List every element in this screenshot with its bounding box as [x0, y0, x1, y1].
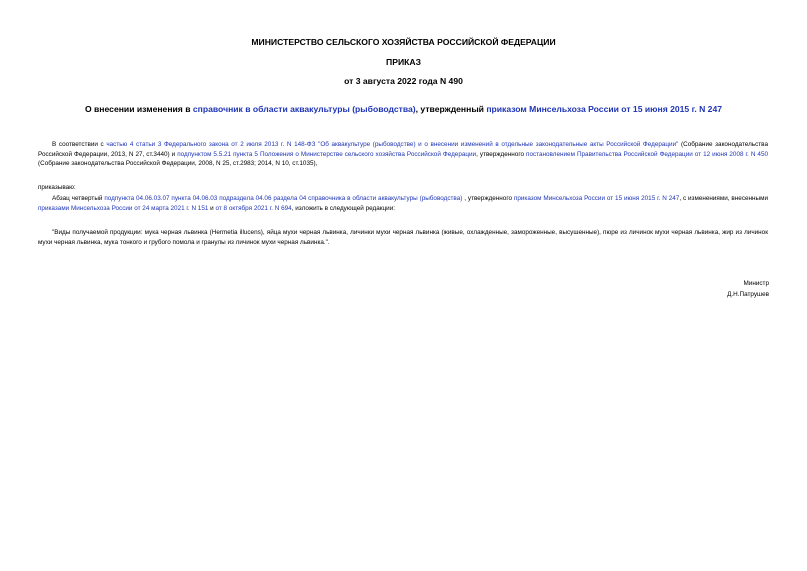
para1-link-subclause[interactable]: подпунктом 5.5.21 пункта 5 Положения о Министерстве сельского хозяйства Российской Федерации	[177, 150, 477, 158]
title-text-2: , утвержденный	[415, 104, 487, 114]
para3-text-4: и	[208, 204, 216, 212]
para1-text-4: (Собрание законодательства Российской Федерации, 2008, N 25, ст.2983; 2014, N 10, ст.1035),	[38, 160, 318, 168]
para3-text-5: , изложить в следующей редакции:	[291, 204, 395, 212]
document-title	[0, 104, 807, 114]
para3-link-order-151[interactable]: приказами Минсельхоза России от 24 марта 2021 г. N 151	[38, 204, 209, 212]
title-link-order[interactable]: приказом Минсельхоза России от 15 июня 2015 г. N 247	[486, 104, 723, 114]
paragraph-new-wording	[38, 228, 768, 247]
document-date: от 3 августа 2022 года N 490	[344, 76, 463, 86]
para3-link-order-247[interactable]: приказом Минсельхоза России от 15 июня 2015 г. N 247	[513, 195, 680, 202]
title-text-1: О внесении изменения в	[84, 104, 193, 114]
para1-text-3: , утвержденного	[476, 150, 527, 158]
para3-link-subclause[interactable]: подпункта 04.06.03.07 пункта 04.06.03 подраздела 04.06 раздела 04 справочника в области аквакультуры (рыбоводства)	[104, 195, 463, 202]
para3-text-2: , утвержденного	[462, 195, 514, 202]
para3-text-1: Абзац четвертый	[52, 195, 105, 202]
para3-text-3: , с изменениями, внесенными	[679, 195, 768, 202]
paragraph-amendment	[38, 194, 768, 213]
ministry-heading: МИНИСТЕРСТВО СЕЛЬСКОГО ХОЗЯЙСТВА РОССИЙСКОЙ ФЕДЕРАЦИИ	[251, 37, 556, 47]
para1-link-federal-law[interactable]: частью 4 статьи 3 Федерального закона от 2 июля 2013 г. N 148-ФЗ "Об аквакультуре (рыбоводстве) и о внесении изменений в отдельные законодательные акты Российской Федерации"	[106, 141, 679, 148]
para1-text-1: В соответствии с	[52, 141, 107, 148]
title-link-directory[interactable]: справочник в области аквакультуры (рыбоводства)	[192, 104, 416, 114]
paragraph-basis	[38, 140, 768, 169]
para1-text-2: (Собрание законодательства Российской Федерации, 2013, N 27, ст.3440) и	[38, 141, 768, 158]
para3-link-order-694[interactable]: от 8 октября 2021 г. N 694	[215, 204, 292, 212]
signature-position: Министр	[743, 280, 769, 287]
signature-name: Д.Н.Патрушев	[727, 291, 769, 298]
paragraph-order-word	[38, 183, 768, 193]
para1-link-government-decree[interactable]: постановлением Правительства Российской Федерации от 12 июня 2008 г. N 450	[526, 150, 769, 158]
document-type: ПРИКАЗ	[386, 57, 421, 67]
order-word: приказываю:	[38, 184, 76, 191]
new-wording-text: "Виды получаемой продукции: мука черная львинка (Hermetia illucens), яйца мухи черная львинка, личинки мухи черная львинка (живые, охлажденные, замороженные, высушенные), пюре из личинок мухи черная львинка, жир из личинок мухи черная львинка, мука тонкого и грубого помола и гранулы из личинок мухи черная львинка.".	[38, 229, 768, 246]
